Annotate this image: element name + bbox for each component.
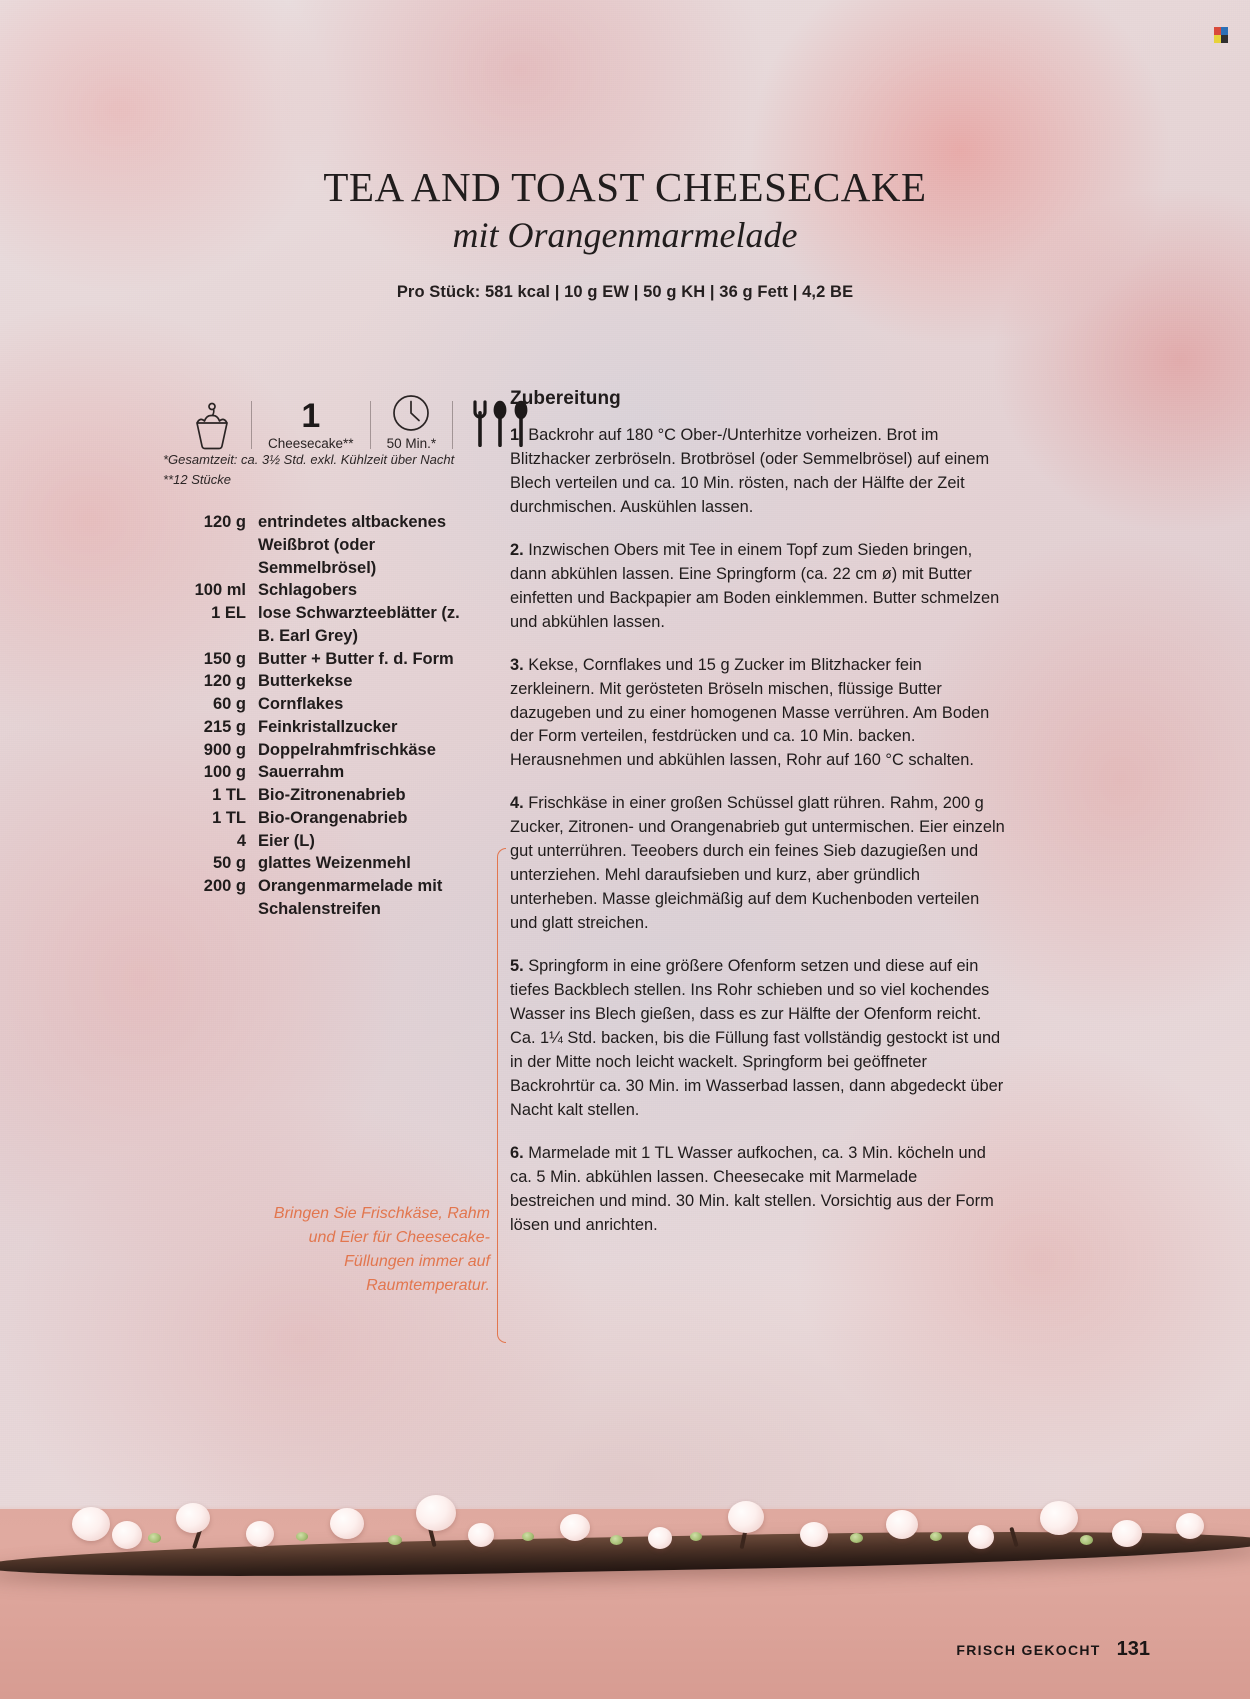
blossom (886, 1510, 918, 1539)
ingredient-name: Schlagobers (258, 581, 358, 600)
blossom (1040, 1501, 1078, 1535)
step-text: Inzwischen Obers mit Tee in einem Topf zum Sieden bringen, dann abkühlen lassen. Eine Springform (ca. 22 cm ø) mit Butter einfetten und Backpapier am Boden einklemmen. Butter schmelzen und abkühlen lassen. (510, 540, 1000, 631)
ingredient-amount: 60 g (212, 695, 246, 714)
ingredient-amount: 150 g (203, 649, 246, 668)
ingredient-row (150, 511, 480, 579)
blossom (72, 1507, 110, 1541)
blossom (560, 1514, 590, 1541)
blossom (1112, 1520, 1142, 1547)
meta-divider-1 (251, 401, 252, 449)
meta-divider-2 (370, 401, 371, 449)
ingredient-row (150, 875, 480, 921)
ingredient-name: Feinkristallzucker (258, 717, 398, 736)
step-text: Kekse, Cornflakes und 15 g Zucker im Blitzhacker fein zerkleinern. Mit gerösteten Bröseln mischen, flüssige Butter dazugeben und zu einer homogenen Masse verrühren. Am Boden der Form verteilen, festdrücken und ca. 10 Min. backen. Herausnehmen und abkühlen lassen, Rohr auf 160 °C schalten. (510, 655, 990, 770)
ingredient-amount: 100 g (203, 763, 246, 782)
blossom (728, 1501, 764, 1533)
recipe-subtitle: mit Orangenmarmelade (452, 215, 798, 255)
ingredient-amount: 215 g (203, 717, 246, 736)
ingredient-row (150, 602, 480, 648)
blossom (416, 1495, 456, 1531)
blossom (648, 1527, 672, 1549)
meta-footnotes (163, 450, 454, 490)
ingredient-name: Orangenmarmelade mit Schalenstreifen (258, 877, 443, 919)
meta-cell-time (373, 385, 451, 451)
step-text: Marmelade mit 1 TL Wasser aufkochen, ca. 3 Min. köcheln und ca. 5 Min. abkühlen lassen. Cheesecake mit Marmelade bestreichen und mind. 30 Min. kalt stellen. Vorsichtig aus der Form lösen und anrichten. (510, 1143, 994, 1234)
blossom (800, 1522, 828, 1547)
ingredient-row (150, 784, 480, 807)
ingredient-amount: 900 g (203, 740, 246, 759)
leaf-bud (610, 1535, 623, 1545)
ingredient-amount: 1 TL (212, 808, 246, 827)
ingredient-amount: 50 g (212, 854, 246, 873)
blossom (330, 1508, 364, 1539)
leaf-bud (296, 1532, 308, 1541)
ingredient-row (150, 739, 480, 762)
ingredient-name: Butterkekse (258, 672, 353, 691)
time-label: 50 Min.* (386, 436, 437, 451)
footnote-portions: **12 Stücke (163, 472, 231, 488)
ingredient-name: Cornflakes (258, 695, 344, 714)
cupcake-icon (189, 399, 235, 451)
step-number: 6. (510, 1143, 524, 1162)
magazine-brand: FRISCH GEKOCHT (956, 1642, 1101, 1658)
ingredient-amount: 100 ml (194, 581, 246, 600)
ingredient-name: lose Schwarzteeblätter (z. B. Earl Grey) (258, 604, 460, 645)
ingredient-row (150, 807, 480, 830)
ingredient-row (150, 830, 480, 853)
ingredient-amount: 1 TL (212, 786, 246, 805)
preparation-step (510, 424, 1005, 520)
tip-bracket (497, 848, 506, 1343)
ingredient-row (150, 670, 480, 693)
recipe-meta-strip (175, 385, 545, 451)
leaf-bud (388, 1535, 402, 1545)
step-number: 4. (510, 794, 524, 813)
footnote-total-time: *Gesamtzeit: ca. 3½ Std. exkl. Kühlzeit über Nacht (163, 452, 455, 467)
blossom (176, 1503, 210, 1533)
ingredient-amount: 1 EL (211, 604, 246, 623)
step-number: 1. (510, 426, 524, 444)
blossom (1176, 1513, 1204, 1539)
preparation-step (510, 654, 1005, 774)
blossom (468, 1523, 494, 1547)
clock-icon (391, 393, 431, 433)
leaf-bud (1080, 1535, 1093, 1545)
yield-number: 1 (301, 397, 321, 435)
ingredient-name: Eier (L) (258, 831, 315, 850)
ingredient-name: glattes Weizenmehl (258, 854, 411, 873)
blossom (246, 1521, 274, 1547)
ingredient-amount: 200 g (203, 877, 246, 896)
meta-cell-yield-icon (175, 385, 249, 451)
ingredient-row (150, 852, 480, 875)
tip-text: Bringen Sie Frischkäse, Rahm und Eier für Cheesecake-Füllungen immer auf Raumtemperatur. (273, 1205, 490, 1294)
step-text: Frischkäse in einer großen Schüssel glatt rühren. Rahm, 200 g Zucker, Zitronen- und Orangenabrieb gut untermischen. Eier einzeln gut unterrühren. Teeobers durch ein feines Sieb dazugießen und unterziehen. Mehl daraufsieben und kurz, aber gründlich unterheben. Masse gleichmäßig auf dem Kuchenboden verteilen und glatt streichen. (510, 794, 1005, 933)
ingredient-name: Bio-Zitronenabrieb (258, 786, 406, 805)
leaf-bud (690, 1532, 702, 1541)
ingredient-row (150, 716, 480, 739)
page-number: 131 (1116, 1638, 1150, 1660)
step-number: 5. (510, 957, 524, 976)
ingredient-amount: 120 g (203, 672, 246, 691)
preparation-heading: Zubereitung (510, 388, 621, 409)
preparation-step (510, 955, 1005, 1123)
ingredient-amount: 4 (236, 831, 246, 850)
ingredient-row (150, 648, 480, 671)
ingredient-name: Bio-Orangenabrieb (258, 808, 408, 827)
ingredient-name: Sauerrahm (258, 763, 345, 782)
nutrition-line: Pro Stück: 581 kcal | 10 g EW | 50 g KH | 36 g Fett | 4,2 BE (396, 283, 854, 301)
ingredient-amount: 120 g (203, 513, 246, 531)
step-number: 2. (510, 540, 524, 559)
leaf-bud (522, 1532, 534, 1541)
meta-cell-yield (254, 385, 368, 451)
page-footer (956, 1638, 1150, 1661)
ingredient-row (150, 693, 480, 716)
ingredient-row (150, 579, 480, 602)
meta-divider-3 (452, 401, 453, 449)
ingredient-name: Butter + Butter f. d. Form (258, 649, 454, 668)
preparation-step (510, 792, 1005, 936)
blossom (112, 1521, 142, 1549)
leaf-bud (850, 1533, 863, 1543)
preparation-section (510, 388, 1005, 1257)
yield-label: Cheesecake** (268, 436, 354, 451)
preparation-step (510, 1142, 1005, 1238)
step-text: Backrohr auf 180 °C Ober-/Unterhitze vorheizen. Brot im Blitzhacker zerbröseln. Brotbrösel (oder Semmelbrösel) auf einem Blech verteilen und ca. 10 Min. rösten, nach der Hälfte der Zeit durchmischen. Auskühlen lassen. (510, 426, 990, 516)
ingredient-row (150, 761, 480, 784)
step-text: Springform in eine größere Ofenform setzen und diese auf ein tiefes Backblech stellen. Ins Rohr schieben und so viel kochendes Wasser ins Blech gießen, dass es zur Hälfte der Ofenform reicht. Ca. 1¼ Std. backen, bis die Füllung fast vollständig gestockt ist und in der Mitte noch leicht wackelt. Springform bei geöffneter Backrohrtür ca. 30 Min. im Wasserbad lassen, dann abgedeckt über Nacht kalt stellen. (510, 957, 1004, 1119)
leaf-bud (930, 1532, 942, 1541)
ingredient-name: Doppelrahmfrischkäse (258, 740, 436, 759)
step-number: 3. (510, 655, 524, 674)
blossom (968, 1525, 994, 1549)
recipe-title: TEA AND TOAST CHEESECAKE (323, 164, 927, 210)
leaf-bud (148, 1533, 161, 1543)
ingredient-name: entrindetes altbackenes Weißbrot (oder Semmelbrösel) (258, 513, 446, 577)
preparation-step (510, 539, 1005, 635)
ingredient-list (150, 511, 480, 921)
